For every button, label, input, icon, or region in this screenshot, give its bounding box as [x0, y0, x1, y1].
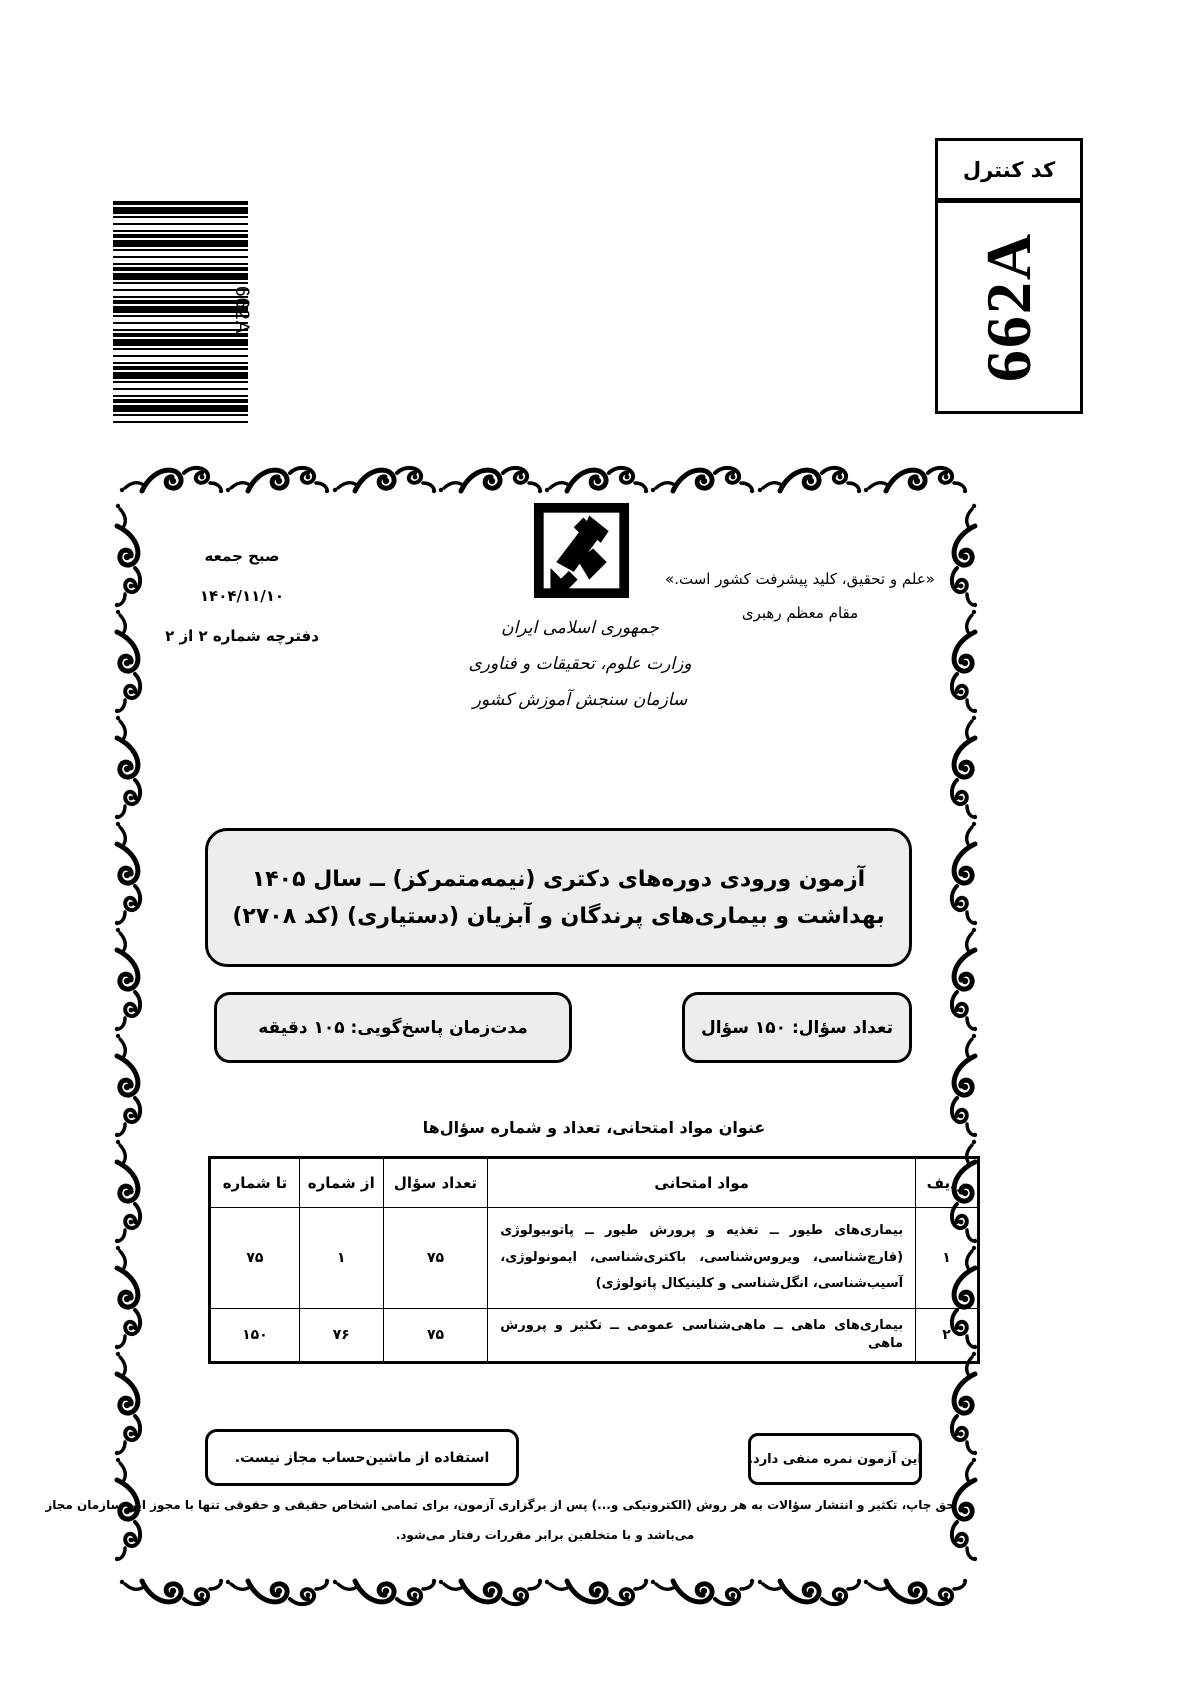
- table-row: [210, 1309, 979, 1363]
- ornament-border-top-icon: [118, 460, 968, 502]
- quote-text: «علم و تحقیق، کلید پیشرفت کشور است.»: [665, 570, 935, 588]
- exam-title-line2: بهداشت و بیماری‌های پرندگان و آبزیان (دستیاری) (کد ۲۷۰۸): [232, 903, 885, 929]
- duration-text: مدت‌زمان پاسخ‌گویی: ۱۰۵ دقیقه: [258, 1017, 528, 1038]
- control-code-box: [935, 200, 1083, 414]
- exam-title-box: [205, 828, 912, 967]
- sanjesh-logo-icon: [533, 502, 630, 599]
- col-header-to-number: تا شماره: [210, 1158, 300, 1208]
- ornament-border-bottom-icon: [118, 1566, 968, 1612]
- cell-to-number: ۷۵: [210, 1208, 300, 1309]
- cell-question-count: ۷۵: [383, 1208, 488, 1309]
- cell-subjects: بیماری‌های ماهی ــ ماهی‌شناسی عمومی ــ تکثیر و پرورش ماهی: [488, 1309, 916, 1363]
- quote-attribution: مقام معظم رهبری: [741, 604, 859, 622]
- control-code-label: کد کنترل: [962, 157, 1056, 182]
- cell-row-number: ۲: [916, 1309, 979, 1363]
- question-count-text: تعداد سؤال: ۱۵۰ سؤال: [701, 1017, 893, 1038]
- cell-from-number: ۷۶: [299, 1309, 383, 1363]
- table-header-row: [210, 1158, 979, 1208]
- copyright-line2: می‌باشد و با متخلفین برابر مقررات رفتار می‌شود.: [395, 1528, 695, 1542]
- table-row: [210, 1208, 979, 1309]
- control-code-value: 662A: [973, 231, 1044, 383]
- col-header-from-number: از شماره: [299, 1158, 383, 1208]
- negative-mark-notice-box: [748, 1433, 922, 1485]
- org-agency: سازمان سنجش آموزش کشور: [472, 690, 688, 710]
- table-caption: عنوان مواد امتحانی، تعداد و شماره سؤال‌ها: [422, 1118, 766, 1137]
- barcode-icon: [113, 201, 248, 428]
- cell-row-number: ۱: [916, 1208, 979, 1309]
- negative-mark-notice: این آزمون نمره منفی دارد.: [748, 1451, 922, 1467]
- org-country: جمهوری اسلامی ایران: [501, 618, 659, 638]
- exam-schedule-block: [152, 536, 332, 656]
- duration-box: [214, 992, 572, 1063]
- booklet-number: دفترچه شماره ۲ از ۲: [165, 627, 319, 645]
- ornament-border-left-icon: [106, 502, 148, 1562]
- leader-quote-block: [655, 562, 945, 630]
- col-header-question-count: تعداد سؤال: [383, 1158, 488, 1208]
- exam-date: ۱۴۰۴/۱۱/۱۰: [199, 587, 285, 605]
- cell-to-number: ۱۵۰: [210, 1309, 300, 1363]
- ornament-border-right-icon: [944, 502, 986, 1562]
- org-ministry: وزارت علوم، تحقیقات و فناوری: [468, 654, 692, 674]
- col-header-subjects: مواد امتحانی: [488, 1158, 916, 1208]
- cell-question-count: ۷۵: [383, 1309, 488, 1363]
- exam-session: صبح جمعه: [204, 547, 280, 565]
- cell-from-number: ۱: [299, 1208, 383, 1309]
- copyright-line1: حق چاپ، تکثیر و انتشار سؤالات به هر روش (الکترونیکی و...) پس از برگزاری آزمون، برای تمامی اشخاص حقیقی و حقوقی تنها با مجوز این سازمان مجاز: [45, 1498, 955, 1512]
- exam-title-line1: آزمون ورودی دوره‌های دکتری (نیمه‌متمرکز) ــ سال ۱۴۰۵: [251, 866, 866, 892]
- exam-materials-table: [208, 1156, 980, 1364]
- control-code-label-box: [935, 138, 1083, 201]
- calculator-notice: استفاده از ماشین‌حساب مجاز نیست.: [234, 1449, 490, 1466]
- barcode-label: 662A: [231, 286, 252, 335]
- copyright-notice: [45, 1490, 955, 1550]
- col-header-row-number: ردیف: [916, 1158, 979, 1208]
- calculator-notice-box: [205, 1429, 519, 1486]
- cell-subjects: بیماری‌های طیور ــ تغذیه و پرورش طیور ــ پاتوبیولوژی (قارچ‌شناسی، ویروس‌شناسی، باکتری‌شناسی، ایمونولوژی، آسیب‌شناسی، انگل‌شناسی و کلینیکال پاتولوژی): [488, 1208, 916, 1309]
- question-count-box: [682, 992, 912, 1063]
